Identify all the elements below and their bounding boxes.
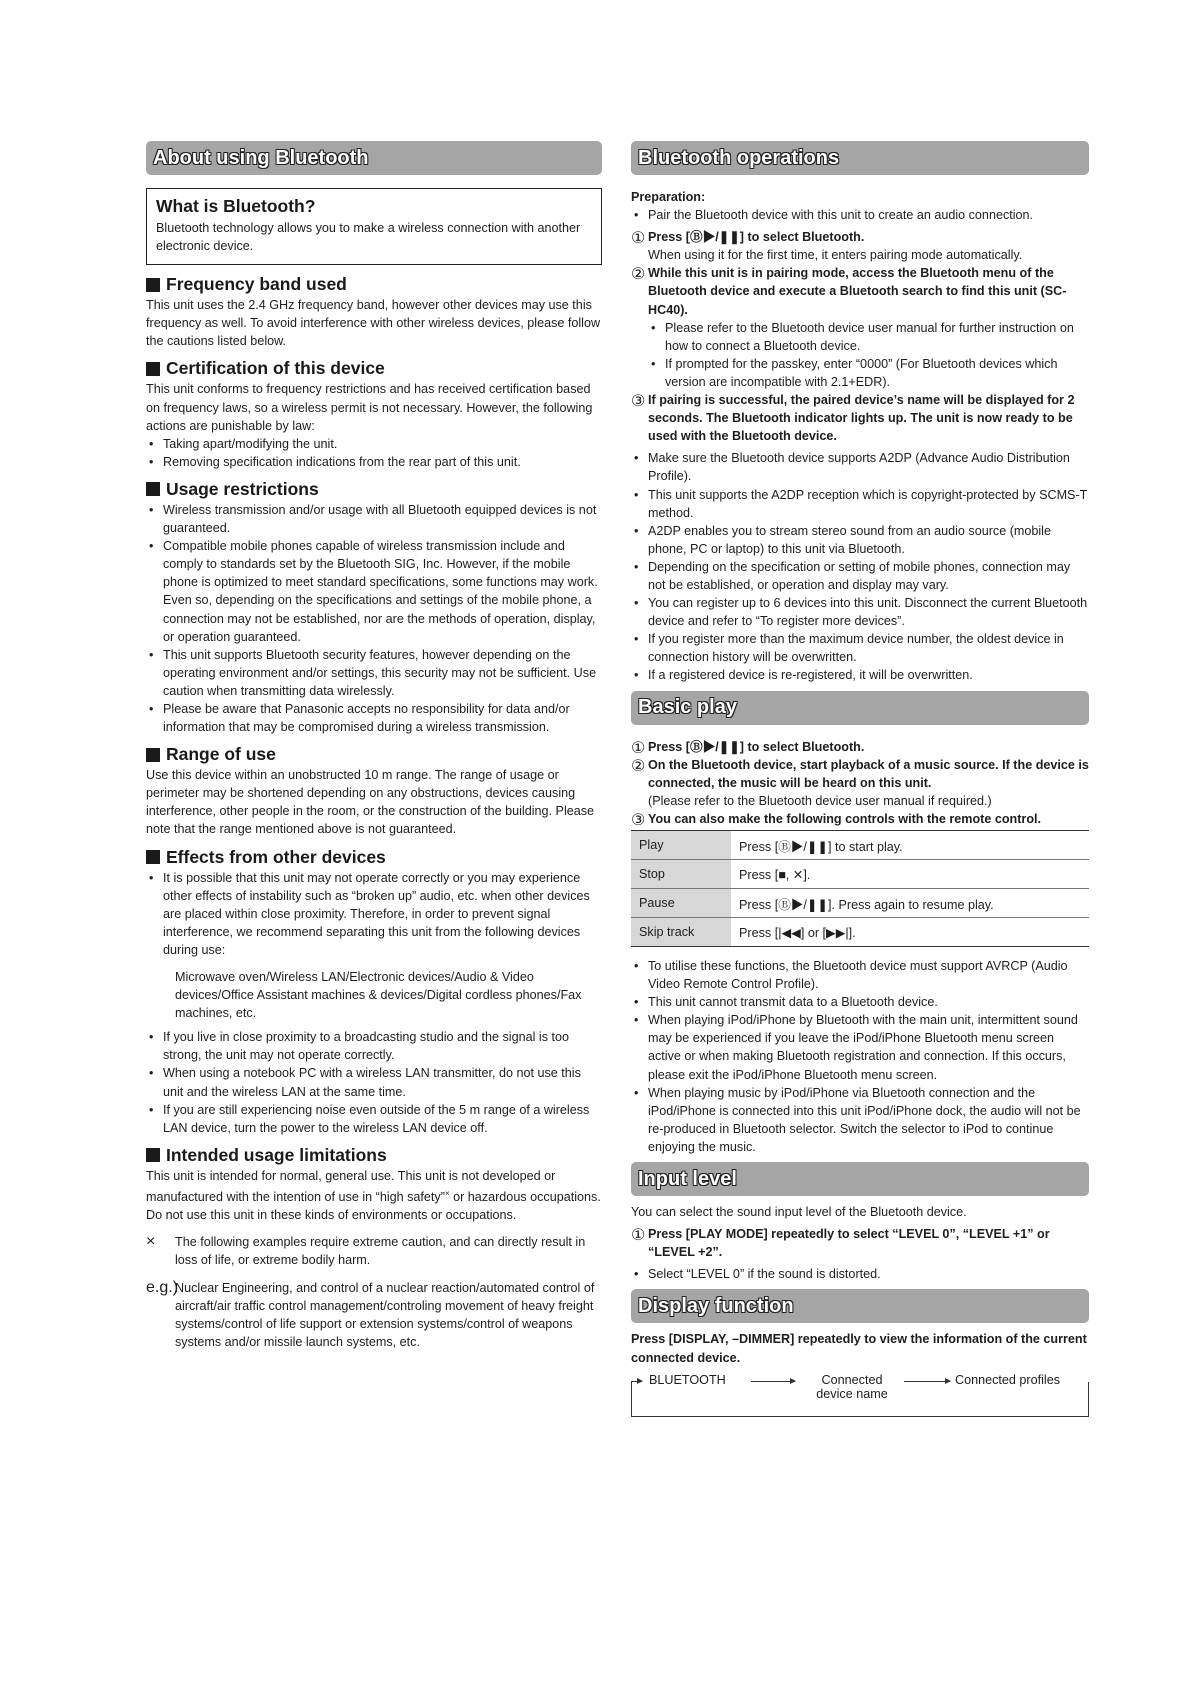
range-text: Use this device within an unobstructed 10 m range. The range of usage or perimeter may be shortened depending on any obstructions, devices causing interference, other people in the room, or the construction of the building. Please note that the range mentioned above is not guaranteed. <box>146 768 595 837</box>
section-title: Display function <box>638 1294 794 1317</box>
display-flow-diagram <box>631 1373 1089 1417</box>
right-column <box>631 141 1089 1417</box>
display-text: Press [DISPLAY, –DIMMER] repeatedly to view the information of the current connected device. <box>631 1332 1087 1365</box>
cert-heading: Certification of this device <box>146 358 602 379</box>
intended-text: This unit is intended for normal, general use. This unit is not developed or manufactured with the intention of use in “high safety”× or hazardous occupations. Do not use this unit in these kinds of environments or occupations. <box>146 1168 601 1223</box>
list-item: • Compatible mobile phones capable of wireless transmission include and comply to standards set by the Bluetooth SIG, Inc. However, if the mobile phone is optimized to meet standard specifications, some functions may work. Even so, depending on the specifications and settings of the mobile phone, a connection may not be established, nor are the methods of operation, display, or operation guaranteed. <box>146 537 602 646</box>
list-item: • This unit supports the A2DP reception which is copyright-protected by SCMS-T method. <box>631 486 1089 522</box>
section-title: Basic play <box>638 696 737 719</box>
list-item: • Depending on the specification or setting of mobile phones, connection may not be established, or operation and display may vary. <box>631 558 1089 594</box>
input-text: You can select the sound input level of the Bluetooth device. <box>631 1205 967 1220</box>
ops-step-2-sublist <box>648 319 1089 391</box>
arrow-right-icon <box>631 1381 642 1382</box>
list-item: • If you are still experiencing noise even outside of the 5 m range of a wireless LAN device, turn the power to the wireless LAN device off. <box>146 1101 602 1137</box>
ops-step-2: ② While this unit is in pairing mode, access the Bluetooth menu of the Bluetooth device and execute a Bluetooth search to find this unit (SC-HC40). • Please refer to the Bluetooth device user manual for further instruction on how to connect a Bluetooth device. • If prompted for the passkey, enter “0000” (For Bluetooth devices which version are incompatible with 2.1+EDR). <box>631 264 1089 391</box>
cert-text: This unit conforms to frequency restrictions and has received certification based on frequency laws, so a wireless permit is not necessary. However, the following actions are punishable by law: <box>146 382 593 433</box>
left-column <box>146 141 602 1351</box>
square-bullet-icon <box>146 1148 160 1162</box>
list-item: • It is possible that this unit may not operate correctly or you may experience other effects of instability such as “broken up” audio, etc. when other devices are placed within close proximity. Therefore, in order to prevent signal interference, we recommend separating this unit from the following devices during use: <box>146 869 602 959</box>
ops-notes <box>631 449 1089 684</box>
effects-list-a <box>146 869 602 959</box>
list-item: • Pair the Bluetooth device with this unit to create an audio connection. <box>631 206 1089 224</box>
list-item: • If a registered device is re-registered, it will be overwritten. <box>631 666 1089 684</box>
usage-heading: Usage restrictions <box>146 479 602 500</box>
list-item: • Removing specification indications from the rear part of this unit. <box>146 453 602 471</box>
range-heading: Range of use <box>146 744 602 765</box>
list-item: • Make sure the Bluetooth device supports A2DP (Advance Audio Distribution Profile). <box>631 449 1089 485</box>
list-item: • When playing iPod/iPhone by Bluetooth with the main unit, intermittent sound may be experienced if you leave the iPod/iPhone Bluetooth menu screen active or when making Bluetooth registration and connection. If this occurs, please exit the iPod/iPhone Bluetooth menu screen. <box>631 1011 1089 1083</box>
square-bullet-icon <box>146 278 160 292</box>
square-bullet-icon <box>146 748 160 762</box>
table-row: Stop Press [■, ✕]. <box>631 860 1089 889</box>
list-item: • Taking apart/modifying the unit. <box>146 435 602 453</box>
list-item: • This unit cannot transmit data to a Bluetooth device. <box>631 993 1089 1011</box>
usage-list <box>146 501 602 736</box>
what-is-bluetooth-box <box>146 188 602 265</box>
list-item: • If prompted for the passkey, enter “0000” (For Bluetooth devices which version are incompatible with 2.1+EDR). <box>648 355 1089 391</box>
table-row: Skip track Press [|◀◀] or [▶▶|]. <box>631 918 1089 947</box>
list-item: • Select “LEVEL 0” if the sound is distorted. <box>631 1265 1089 1283</box>
effects-heading: Effects from other devices <box>146 847 602 868</box>
list-item: • A2DP enables you to stream stereo sound from an audio source (mobile phone, PC or laptop) to this unit via Bluetooth. <box>631 522 1089 558</box>
input-notes <box>631 1265 1089 1283</box>
square-bullet-icon <box>146 850 160 864</box>
basic-notes <box>631 957 1089 1156</box>
remote-controls-table <box>631 830 1089 947</box>
section-title: About using Bluetooth <box>153 146 369 169</box>
what-is-bluetooth-text: Bluetooth technology allows you to make a wireless connection with another electronic device. <box>156 221 581 254</box>
basic-step-3: ③ You can also make the following controls with the remote control. <box>631 811 1042 829</box>
square-bullet-icon <box>146 482 160 496</box>
list-item: • Please be aware that Panasonic accepts no responsibility for data and/or information that may be compromised during a wireless transmission. <box>146 700 602 736</box>
table-row: Pause Press [Ⓑ▶/❚❚]. Press again to resume play. <box>631 889 1089 918</box>
preparation-label: Preparation: <box>631 190 706 204</box>
list-item: • You can register up to 6 devices into this unit. Disconnect the current Bluetooth device and refer to “To register more devices”. <box>631 594 1089 630</box>
basic-step-2: ② On the Bluetooth device, start playback of a music source. If the device is connected, the music will be heard on this unit. (Please refer to the Bluetooth device user manual if required.) <box>631 757 1089 808</box>
what-is-bluetooth-title: What is Bluetooth? <box>156 196 316 216</box>
example-note: e.g.) Nuclear Engineering, and control of a nuclear reaction/automated control of aircraft/air traffic control management/controling movement of heavy freight systems/control of life support or extension systems/control of weapons systems and/or missile launch systems, etc. <box>146 1278 595 1349</box>
section-banner-display-function <box>631 1289 1089 1323</box>
section-banner-basic-play <box>631 691 1089 725</box>
list-item: • When using a notebook PC with a wireless LAN transmitter, do not use this unit and the wireless LAN at the same time. <box>146 1064 602 1100</box>
square-bullet-icon <box>146 362 160 376</box>
list-item: • If you register more than the maximum device number, the oldest device in connection history will be overwritten. <box>631 630 1089 666</box>
list-item: • To utilise these functions, the Bluetooth device must support AVRCP (Audio Video Remote Control Profile). <box>631 957 1089 993</box>
caution-note: × The following examples require extreme caution, and can directly result in loss of life, or extreme bodily harm. <box>146 1233 586 1268</box>
flow-step-device-name: Connected device name <box>809 1373 895 1401</box>
section-title: Input level <box>638 1167 737 1190</box>
section-banner-operations <box>631 141 1089 175</box>
section-banner-about <box>146 141 602 175</box>
section-title: Bluetooth operations <box>638 146 840 169</box>
effects-list-b <box>146 1028 602 1137</box>
freq-heading: Frequency band used <box>146 274 602 295</box>
arrow-right-icon <box>751 1381 795 1382</box>
list-item: • Wireless transmission and/or usage with all Bluetooth equipped devices is not guaranteed. <box>146 501 602 537</box>
preparation-list <box>631 206 1089 224</box>
intended-heading: Intended usage limitations <box>146 1145 602 1166</box>
arrow-right-icon <box>904 1381 950 1382</box>
basic-step-1: ① Press [Ⓑ▶/❚❚] to select Bluetooth. <box>631 739 865 757</box>
ops-step-1: ① Press [Ⓑ▶/❚❚] to select Bluetooth. When using it for the first time, it enters pairing mode automatically. <box>631 230 1023 263</box>
freq-text: This unit uses the 2.4 GHz frequency band, however other devices may use this frequency as well. To avoid interference with other wireless devices, please follow the cautions listed below. <box>146 298 601 349</box>
flow-step-bluetooth: BLUETOOTH <box>649 1372 726 1387</box>
list-item: • When playing music by iPod/iPhone via Bluetooth connection and the iPod/iPhone is connected into this unit iPod/iPhone dock, the audio will not be re-produced in Bluetooth selector. Switch the selector to iPod to continue enjoying the music. <box>631 1084 1089 1156</box>
list-item: • Please refer to the Bluetooth device user manual for further instruction on how to connect a Bluetooth device. <box>648 319 1089 355</box>
list-item: • This unit supports Bluetooth security features, however depending on the operating environment and/or settings, this security may not be sufficient. Use caution when transmitting data wirelessly. <box>146 646 602 700</box>
input-step-1: ① Press [PLAY MODE] repeatedly to select “LEVEL 0”, “LEVEL +1” or “LEVEL +2”. <box>631 1227 1050 1260</box>
cert-list <box>146 435 602 471</box>
flow-step-profiles: Connected profiles <box>955 1372 1061 1387</box>
section-banner-input-level <box>631 1162 1089 1196</box>
table-row: Play Press [Ⓑ▶/❚❚] to start play. <box>631 831 1089 860</box>
ops-step-3: ③ If pairing is successful, the paired device’s name will be displayed for 2 seconds. The Bluetooth indicator lights up. The unit is now ready to be used with the Bluetooth device. <box>631 393 1075 444</box>
list-item: • If you live in close proximity to a broadcasting studio and the signal is too strong, the unit may not operate correctly. <box>146 1028 602 1064</box>
effects-devices: Microwave oven/Wireless LAN/Electronic devices/Audio & Video devices/Office Assistant machines & devices/Digital cordless phones/Fax machines, etc. <box>175 970 582 1021</box>
